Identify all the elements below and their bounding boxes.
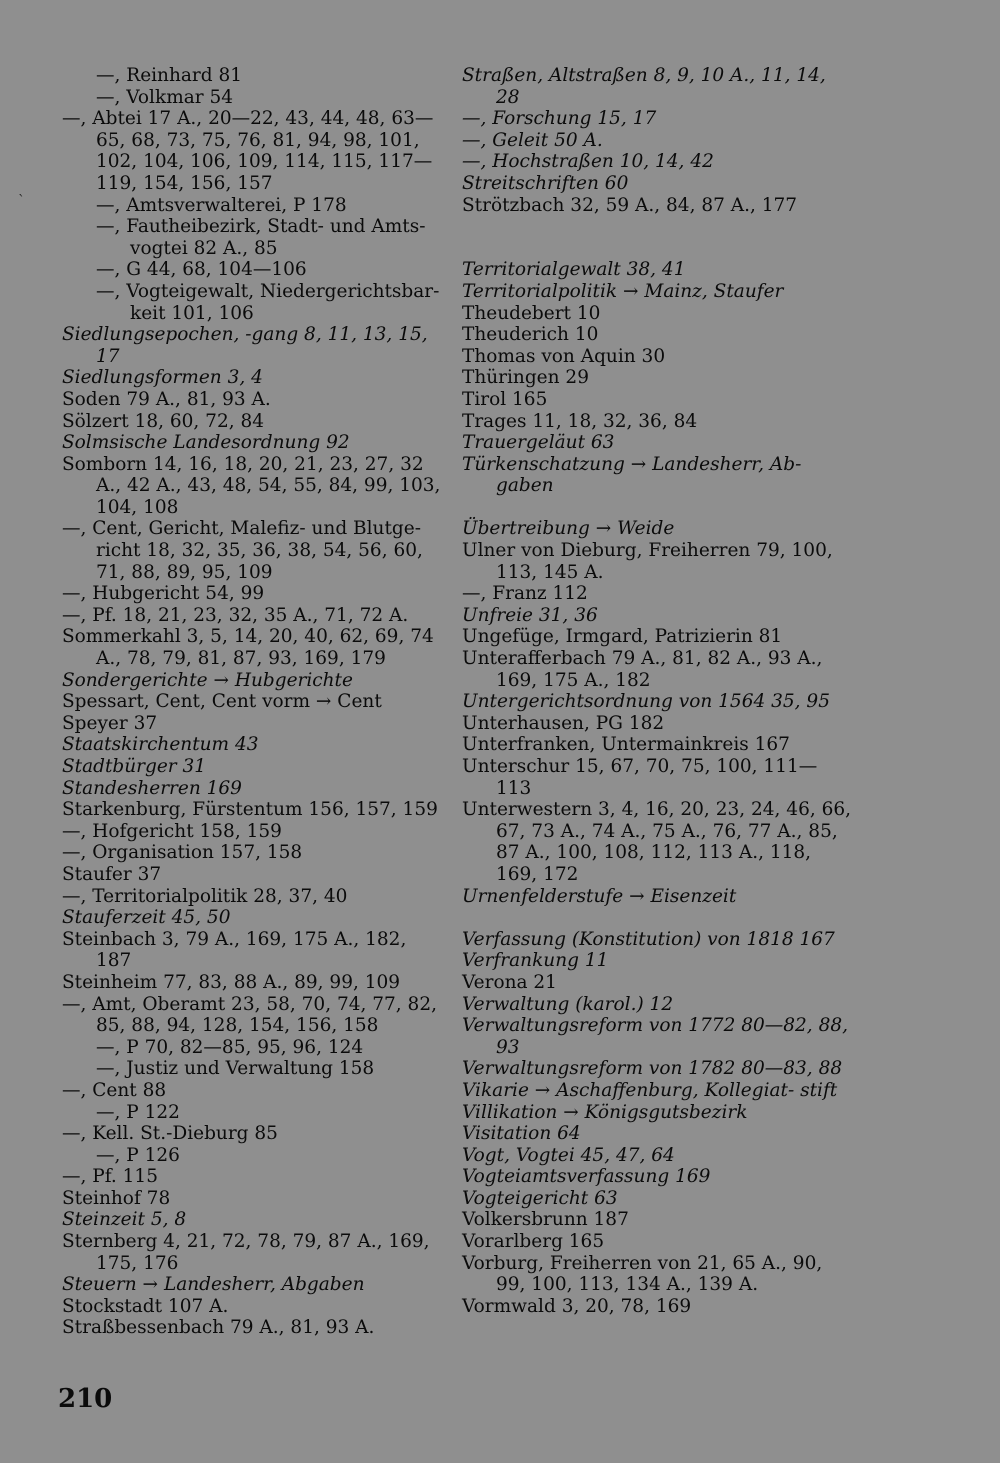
index-entry: Trauergeläut 63 xyxy=(462,432,615,454)
index-entry: Volkersbrunn 187 xyxy=(462,1209,629,1231)
index-entry: Vogteiamtsverfassung 169 xyxy=(462,1166,711,1188)
index-entry: —, Fautheibezirk, Stadt- und Amts- vogtei 82 A., 85 xyxy=(96,216,426,259)
index-entry: Steuern → Landesherr, Abgaben xyxy=(62,1274,365,1296)
index-entry: Siedlungsepochen, -gang 8, 11, 13, 15, 17 xyxy=(62,324,428,367)
index-entry: Soden 79 A., 81, 93 A. xyxy=(62,388,271,410)
index-entry: Sommerkahl 3, 5, 14, 20, 40, 62, 69, 74 A., 78, 79, 81, 87, 93, 169, 179 xyxy=(62,626,434,670)
index-entry: Verona 21 xyxy=(462,971,557,993)
index-entry: —, Cent 88 xyxy=(62,1079,167,1101)
index-entry: Straßen, Altstraßen 8, 9, 10 A., 11, 14, 28 xyxy=(462,65,826,108)
index-entry: Theudebert 10 xyxy=(462,302,601,324)
index-entry: —, Vogteigewalt, Niedergerichtsbar- keit 101, 106 xyxy=(96,280,440,324)
index-entry: Unterfranken, Untermainkreis 167 xyxy=(462,734,790,756)
index-entry: Stadtbürger 31 xyxy=(62,756,207,777)
index-entry: Sternberg 4, 21, 72, 78, 79, 87 A., 169, 175, 176 xyxy=(62,1231,430,1274)
index-entry: Ungefüge, Irmgard, Patrizierin 81 xyxy=(462,626,783,648)
index-entry: Thomas von Aquin 30 xyxy=(462,345,666,367)
entry-spacer xyxy=(462,238,852,260)
index-entry: Tirol 165 xyxy=(462,388,548,410)
index-entry: Urnenfelderstufe → Eisenzeit xyxy=(462,885,737,907)
index-entry: Verfrankung 11 xyxy=(462,950,609,972)
index-entry: Trages 11, 18, 32, 36, 84 xyxy=(462,410,698,432)
index-entry: —, G 44, 68, 104—106 xyxy=(96,259,307,281)
index-entry: —, Pf. 115 xyxy=(62,1166,158,1188)
index-entry: —, Forschung 15, 17 xyxy=(462,108,657,130)
index-entry: Theuderich 10 xyxy=(462,324,599,346)
index-entry: Vormwald 3, 20, 78, 169 xyxy=(462,1295,692,1317)
entry-spacer xyxy=(462,216,852,238)
index-entry: Unterschur 15, 67, 70, 75, 100, 111— 113 xyxy=(462,756,818,799)
index-entry: —, Abtei 17 A., 20—22, 43, 44, 48, 63— 65, 68, 73, 75, 76, 81, 94, 98, 101, 102, 104, 106, 109, 114, 115, 117— 119, 154, 156, 157 xyxy=(62,108,434,194)
index-entry: Visitation 64 xyxy=(462,1123,581,1145)
index-entry: Vorburg, Freiherren von 21, 65 A., 90, 99, 100, 113, 134 A., 139 A. xyxy=(462,1252,823,1296)
index-entry: —, Amtsverwalterei, P 178 xyxy=(96,194,347,216)
index-entry: Verfassung (Konstitution) von 1818 167 xyxy=(462,928,835,950)
index-entry: Sondergerichte → Hubgerichte xyxy=(62,669,353,691)
index-entry: —, Hochstraßen 10, 14, 42 xyxy=(462,151,714,173)
index-entry: Übertreibung → Weide xyxy=(462,518,675,540)
index-entry: Strötzbach 32, 59 A., 84, 87 A., 177 xyxy=(462,194,798,216)
index-entry: Starkenburg, Fürstentum 156, 157, 159 xyxy=(62,799,438,821)
index-entry: Steinzeit 5, 8 xyxy=(62,1209,187,1231)
index-entry: Territorialgewalt 38, 41 xyxy=(462,259,686,281)
index-entry: Unterwestern 3, 4, 16, 20, 23, 24, 46, 66, 67, 73 A., 74 A., 75 A., 76, 77 A., 85, 87 A., 100, 108, 112, 113 A., 118, 169, 172 xyxy=(462,799,852,885)
index-entry: Vorarlberg 165 xyxy=(462,1231,605,1253)
index-entry: Stockstadt 107 A. xyxy=(62,1295,229,1317)
index-entry: Speyer 37 xyxy=(62,712,158,734)
index-entry: Verwaltung (karol.) 12 xyxy=(462,993,674,1015)
index-entry: —, Reinhard 81 xyxy=(96,65,243,86)
index-entry: Steinhof 78 xyxy=(62,1187,171,1209)
index-entry: Thüringen 29 xyxy=(462,367,589,389)
index-entry: —, Hubgericht 54, 99 xyxy=(62,583,265,605)
index-entry: Staatskirchentum 43 xyxy=(62,734,259,756)
index-entry: Straßbessenbach 79 A., 81, 93 A. xyxy=(62,1317,375,1339)
index-entry: —, Hofgericht 158, 159 xyxy=(62,820,282,842)
index-entry: Vogt, Vogtei 45, 47, 64 xyxy=(462,1144,675,1166)
index-entry: Vikarie → Aschaffenburg, Kollegiat- stift xyxy=(462,1079,838,1101)
index-entry: —, Territorialpolitik 28, 37, 40 xyxy=(62,885,348,907)
index-entry: Territorialpolitik → Mainz, Staufer xyxy=(462,280,784,302)
index-entry: Villikation → Königsgutsbezirk xyxy=(462,1101,748,1123)
stray-mark: ` xyxy=(18,193,25,209)
index-entry: Vogteigericht 63 xyxy=(462,1187,618,1209)
index-entry: Sölzert 18, 60, 72, 84 xyxy=(62,410,265,432)
index-entry: —, Geleit 50 A. xyxy=(462,129,603,151)
index-entry: Standesherren 169 xyxy=(62,777,242,799)
index-entry: Solmsische Landesordnung 92 xyxy=(62,432,350,454)
index-entry: —, Pf. 18, 21, 23, 32, 35 A., 71, 72 A. xyxy=(62,604,409,626)
index-entry: Stauferzeit 45, 50 xyxy=(62,907,231,929)
index-entry: —, Justiz und Verwaltung 158 xyxy=(96,1058,375,1080)
index-entry: —, Cent, Gericht, Malefiz- und Blutge- richt 18, 32, 35, 36, 38, 54, 56, 60, 71, 88, 89, 95, 109 xyxy=(62,518,423,583)
index-entry: Türkenschatzung → Landesherr, Ab- gaben xyxy=(462,453,802,497)
index-entry: Untergerichtsordnung von 1564 35, 95 xyxy=(462,691,830,713)
index-entry: —, Volkmar 54 xyxy=(96,86,234,108)
page-number: 210 xyxy=(58,1384,113,1414)
index-entry: Steinbach 3, 79 A., 169, 175 A., 182, 187 xyxy=(62,928,407,972)
index-entry: —, P 126 xyxy=(96,1144,180,1166)
index-entry: —, P 70, 82—85, 95, 96, 124 xyxy=(96,1036,364,1058)
index-entry: —, Amt, Oberamt 23, 58, 70, 74, 77, 82, 85, 88, 94, 128, 154, 156, 158 xyxy=(62,993,437,1037)
index-entry: Somborn 14, 16, 18, 20, 21, 23, 27, 32 A., 42 A., 43, 48, 54, 55, 84, 99, 103, 104, 108 xyxy=(62,453,441,518)
index-entry: Siedlungsformen 3, 4 xyxy=(62,367,263,389)
index-entry: —, P 122 xyxy=(96,1101,180,1123)
entry-spacer xyxy=(462,907,852,929)
index-entry: Unfreie 31, 36 xyxy=(462,604,598,626)
index-entry: Spessart, Cent, Cent vorm → Cent xyxy=(62,691,382,713)
index-entry: Staufer 37 xyxy=(62,863,162,885)
index-entry: Ulner von Dieburg, Freiherren 79, 100, 113, 145 A. xyxy=(462,540,833,583)
index-entry: Streitschriften 60 xyxy=(462,172,629,194)
index-entry: —, Franz 112 xyxy=(462,583,588,605)
entry-spacer xyxy=(462,497,852,519)
index-entry: Verwaltungsreform von 1772 80—82, 88, 93 xyxy=(462,1015,848,1058)
index-column-left xyxy=(62,65,442,1339)
index-entry: Unterafferbach 79 A., 81, 82 A., 93 A., 169, 175 A., 182 xyxy=(462,648,823,691)
index-entry: Steinheim 77, 83, 88 A., 89, 99, 109 xyxy=(62,971,401,993)
index-entry: Unterhausen, PG 182 xyxy=(462,712,665,734)
index-column-right xyxy=(462,65,852,1317)
index-entry: —, Organisation 157, 158 xyxy=(62,842,303,864)
index-entry: Verwaltungsreform von 1782 80—83, 88 xyxy=(462,1058,843,1080)
index-entry: —, Kell. St.-Dieburg 85 xyxy=(62,1123,278,1145)
